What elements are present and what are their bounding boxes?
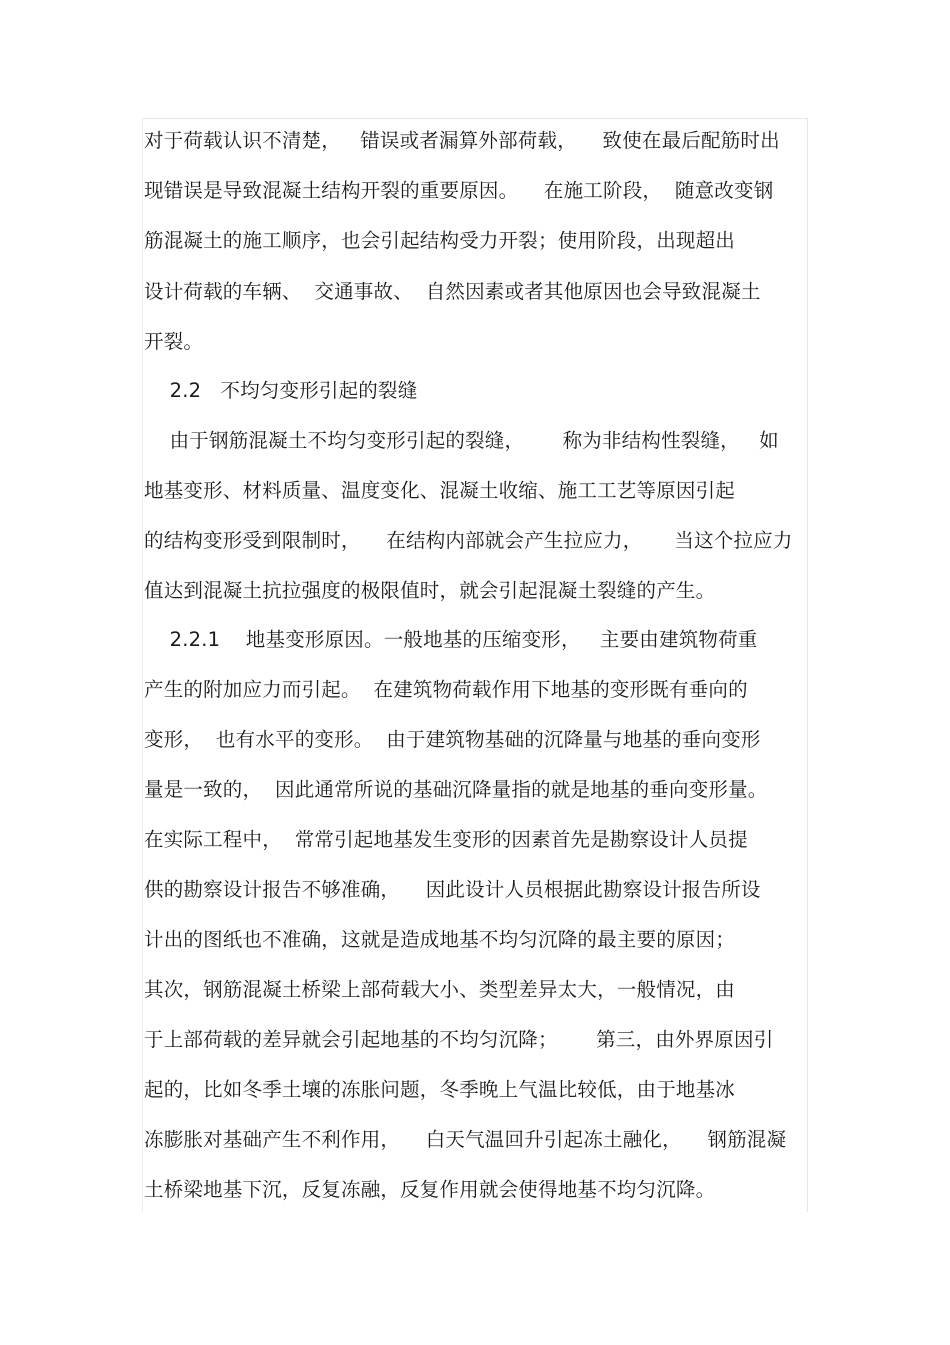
text-line: 于上部荷载的差异就会引起地基的不均匀沉降； 第三，由外界原因引 [144, 1028, 774, 1051]
text-line: 由于钢筋混凝土不均匀变形引起的裂缝， 称为非结构性裂缝， 如 [144, 429, 779, 452]
text-line: 变形， 也有水平的变形。 由于建筑物基础的沉降量与地基的垂向变形 [144, 728, 761, 751]
text-line: 供的勘察设计报告不够准确， 因此设计人员根据此勘察设计报告所设 [144, 878, 761, 901]
text-line: 的结构变形受到限制时， 在结构内部就会产生拉应力， 当这个拉应力 [144, 529, 793, 552]
text-line: 在实际工程中， 常常引起地基发生变形的因素首先是勘察设计人员提 [144, 828, 748, 851]
text-line: 设计荷载的车辆、 交通事故、 自然因素或者其他原因也会导致混凝土 [144, 280, 761, 303]
text-line: 现错误是导致混凝土结构开裂的重要原因。 在施工阶段， 随意改变钢 [144, 179, 774, 202]
text-line: 对于荷载认识不清楚， 错误或者漏算外部荷载， 致使在最后配筋时出 [144, 129, 780, 152]
text-line: 值达到混凝土抗拉强度的极限值时，就会引起混凝土裂缝的产生。 [144, 579, 716, 602]
text-line: 地基变形、材料质量、温度变化、混凝土收缩、施工工艺等原因引起 [144, 479, 736, 502]
subsection-line: 2.2.1 地基变形原因。一般地基的压缩变形， 主要由建筑物荷重 [144, 628, 758, 651]
text-line: 产生的附加应力而引起。 在建筑物荷载作用下地基的变形既有垂向的 [144, 678, 748, 701]
text-line: 筋混凝土的施工顺序，也会引起结构受力开裂；使用阶段，出现超出 [144, 229, 736, 252]
text-line: 起的，比如冬季土壤的冻胀问题，冬季晚上气温比较低，由于地基冰 [144, 1078, 736, 1101]
text-line: 计出的图纸也不准确，这就是造成地基不均匀沉降的最主要的原因； [144, 928, 736, 951]
text-line: 开裂。 [144, 330, 204, 353]
section-heading: 2.2 不均匀变形引起的裂缝 [144, 379, 418, 402]
text-line: 冻膨胀对基础产生不利作用， 白天气温回升引起冻土融化， 钢筋混凝 [144, 1128, 787, 1151]
text-line: 量是一致的， 因此通常所说的基础沉降量指的就是地基的垂向变形量。 [144, 778, 768, 801]
text-line: 土桥梁地基下沉，反复冻融，反复作用就会使得地基不均匀沉降。 [144, 1178, 716, 1201]
text-line: 其次，钢筋混凝土桥梁上部荷载大小、类型差异太大，一般情况，由 [144, 978, 736, 1001]
